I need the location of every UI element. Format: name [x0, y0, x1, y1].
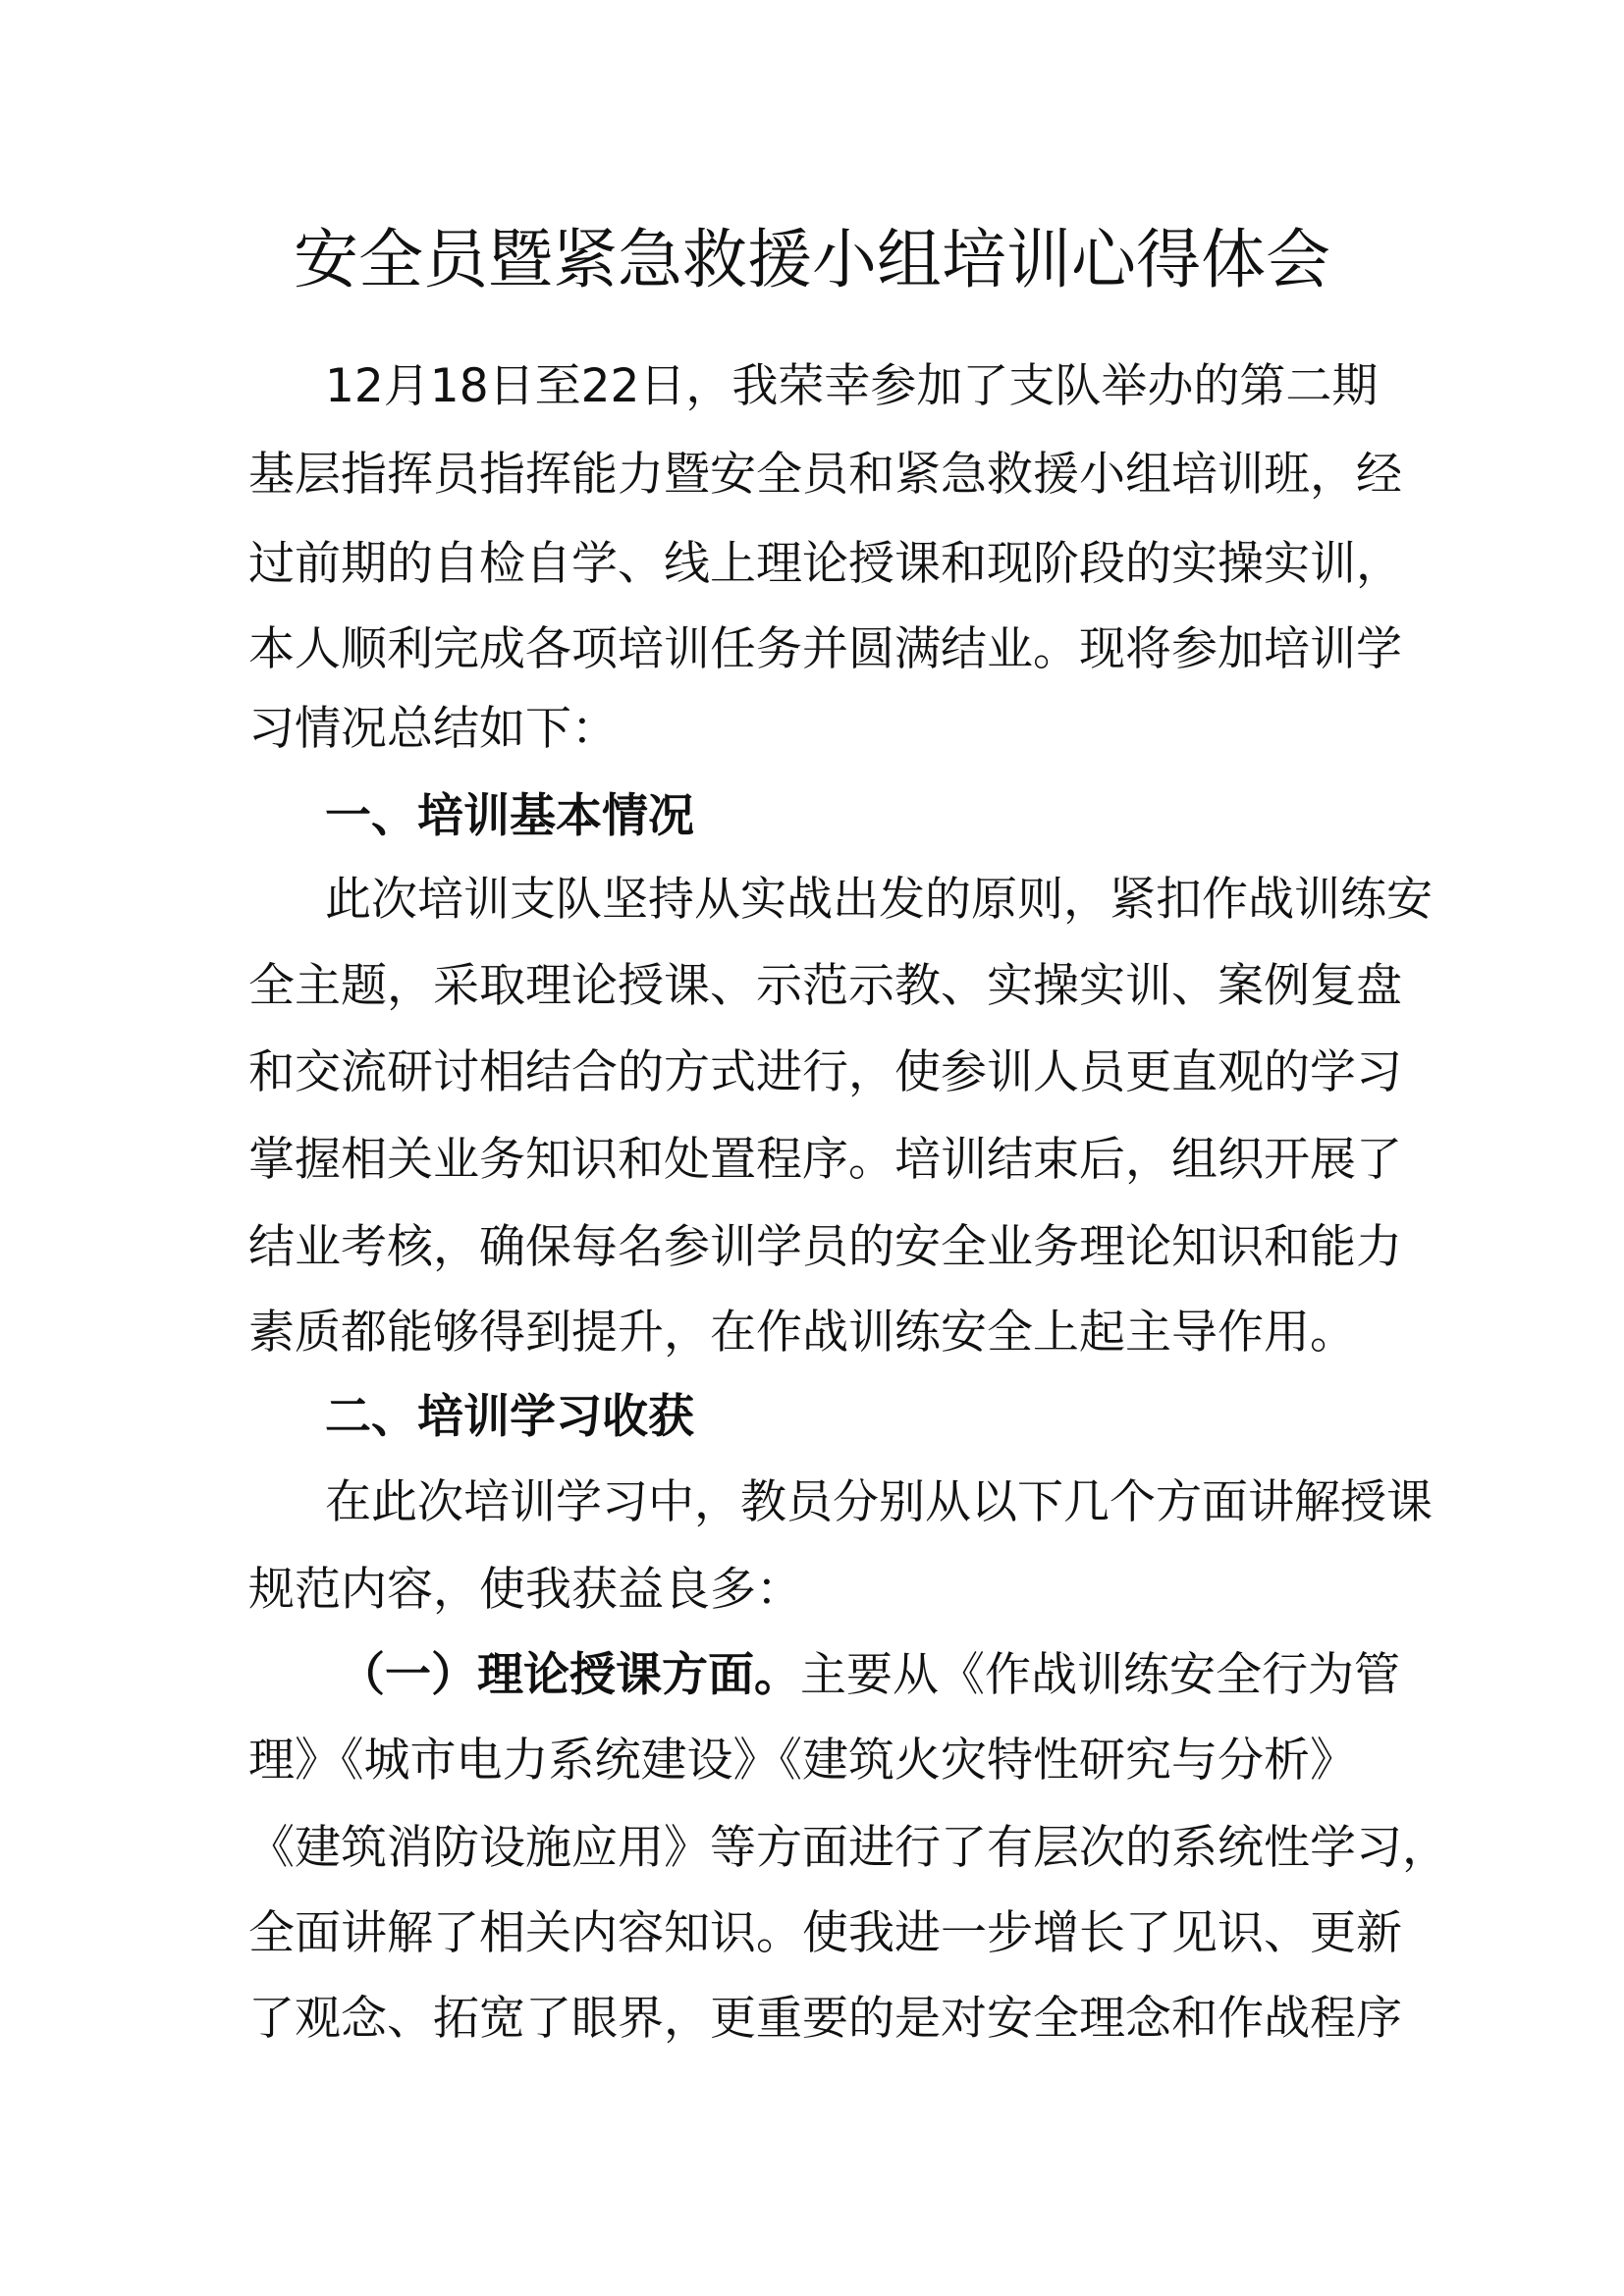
paragraph-line: 全主题，采取理论授课、示范示教、实操实训、案例复盘 — [248, 959, 1402, 1013]
paragraph-text: 主要从《作战训练安全行为管 — [800, 1648, 1400, 1702]
paragraph-line: 和交流研讨相结合的方式进行，使参训人员更直观的学习 — [248, 1045, 1402, 1099]
paragraph-line: 过前期的自检自学、线上理论授课和现阶段的实操实训， — [248, 537, 1402, 591]
paragraph-line: 了观念、拓宽了眼界，更重要的是对安全理念和作战程序 — [248, 1992, 1402, 2046]
subsection-lead: （一）理论授课方面。 — [339, 1648, 800, 1702]
paragraph-line — [339, 1646, 1400, 1705]
section-heading: 二、培训学习收获 — [325, 1390, 694, 1444]
paragraph-line: 素质都能够得到提升，在作战训练安全上起主导作用。 — [248, 1306, 1356, 1360]
paragraph-line: 理》《城市电力系统建设》《建筑火灾特性研究与分析》 — [248, 1734, 1356, 1788]
paragraph-line: 基层指挥员指挥能力暨安全员和紧急救援小组培训班，经 — [248, 448, 1402, 502]
paragraph-line: 《建筑消防设施应用》等方面进行了有层次的系统性学习， — [248, 1821, 1448, 1875]
paragraph-line: 掌握相关业务知识和处置程序。培训结束后，组织开展了 — [248, 1133, 1402, 1187]
paragraph-line: 在此次培训学习中，教员分别从以下几个方面讲解授课 — [325, 1475, 1433, 1529]
paragraph-line: 结业考核，确保每名参训学员的安全业务理论知识和能力 — [248, 1220, 1402, 1274]
document-title: 安全员暨紧急救援小组培训心得体会 — [294, 222, 1330, 297]
paragraph-line: 习情况总结如下： — [248, 702, 618, 756]
paragraph-line: 此次培训支队坚持从实战出发的原则，紧扣作战训练安 — [325, 873, 1433, 927]
section-heading: 一、培训基本情况 — [325, 789, 694, 843]
paragraph-line: 本人顺利完成各项培训任务并圆满结业。现将参加培训学 — [248, 622, 1402, 676]
paragraph-line: 12月18日至22日，我荣幸参加了支队举办的第二期 — [325, 359, 1379, 413]
paragraph-line: 规范内容，使我获益良多： — [248, 1563, 802, 1617]
paragraph-line: 全面讲解了相关内容知识。使我进一步增长了见识、更新 — [248, 1906, 1402, 1960]
